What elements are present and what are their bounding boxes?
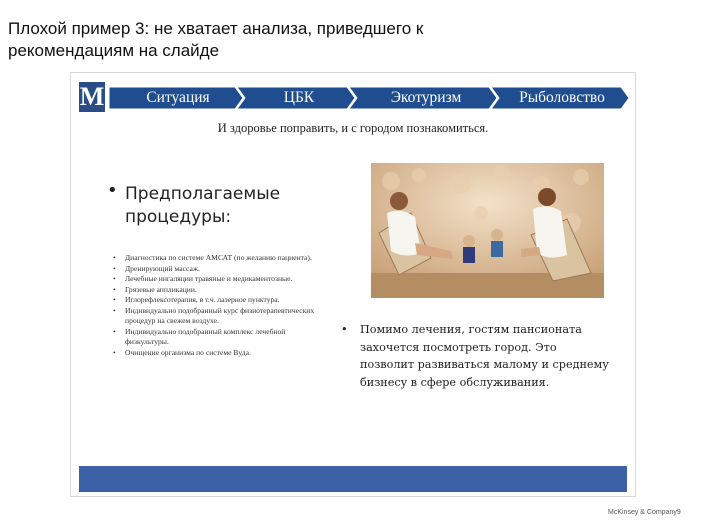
list-item: • Индивидуально подобранный комплекс лечебной физкультуры. xyxy=(111,327,321,348)
nav-tab-situation: Ситуация xyxy=(146,89,210,106)
list-item: • Грязевые аппликации. xyxy=(111,285,321,296)
slide-subtitle: И здоровье поправить, и с городом познакомиться. xyxy=(217,121,489,135)
procedures-heading xyxy=(107,180,317,229)
nav-tab-cbk: ЦБК xyxy=(283,89,315,106)
nav-tab-ecotourism: Экотуризм xyxy=(390,89,462,106)
bullet-icon: • xyxy=(341,323,348,336)
list-item: • Индивидуально подобранный курс физиотерапевтических процедур на свежем воздухе. xyxy=(111,306,321,327)
right-bullet-text: Помимо лечения, гостям пансионата захочется посмотреть город. Это позволит развиваться малому и среднему бизнесу в сфере обслуживания. xyxy=(360,323,609,389)
page-title: Плохой пример 3: не хватает анализа, приведшего к рекомендациям на слайде xyxy=(8,19,424,60)
salt-cave-photo xyxy=(371,163,604,298)
list-item: • Дренирующий массаж. xyxy=(111,264,321,275)
procedures-list xyxy=(111,253,321,358)
list-item: • Очищение организма по системе Вуда. xyxy=(111,348,321,359)
list-item: • Диагностика по системе АМСАТ (по желанию пациента). xyxy=(111,253,321,264)
right-bullet xyxy=(341,321,609,391)
mckinsey-logo-icon: M xyxy=(79,82,105,111)
company-name: McKinsey & Company xyxy=(608,509,677,516)
slide-footer-bar xyxy=(79,466,627,492)
bullet-icon: • xyxy=(107,180,118,201)
slide-frame xyxy=(70,72,636,497)
salt-cave-photo-icon xyxy=(371,163,604,298)
list-item: • Иглорефлексотерапия, в т.ч. лазерное пунктура. xyxy=(111,295,321,306)
page-number: 9 xyxy=(676,509,681,516)
nav-tab-fishing: Рыболовство xyxy=(519,89,605,106)
slide-navigation xyxy=(109,85,631,111)
footer-credit xyxy=(608,509,681,516)
procedures-heading-text: Предполагаемые процедуры: xyxy=(125,184,281,227)
list-item: • Лечебные ингаляции травяные и медикаментозные. xyxy=(111,274,321,285)
